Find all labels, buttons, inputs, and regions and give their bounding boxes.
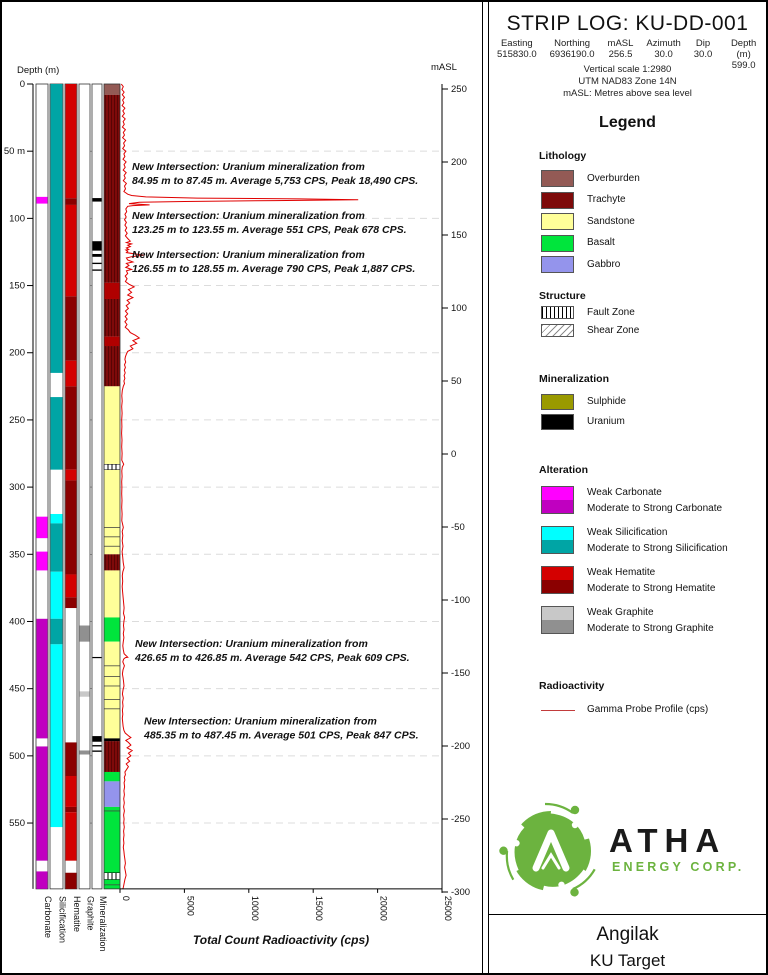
masl-tick-label: -50: [451, 522, 465, 533]
alteration-strong-swatch: [541, 500, 574, 514]
carbonate-column: [36, 84, 48, 889]
intersection-annotations: [132, 161, 419, 741]
info-panel: [488, 2, 766, 973]
alteration-weak-label: Weak Carbonate: [587, 487, 662, 498]
collar-field-label: Depth (m): [730, 38, 757, 60]
alteration-weak-label: Weak Graphite: [587, 607, 654, 618]
cps-tick-label: 5000: [185, 895, 196, 916]
masl-tick-label: 200: [451, 157, 467, 168]
title-block: [489, 914, 766, 973]
mineralization-item-swatch: [541, 414, 574, 430]
lithology-item-swatch: [541, 170, 574, 187]
alteration-weak-label: Weak Hematite: [587, 567, 656, 578]
depth-tick-label: 400: [9, 616, 25, 628]
annotation-line2: 426.65 m to 426.85 m. Average 542 CPS, Peak 609 CPS.: [135, 652, 410, 665]
fault-zone-swatch: [541, 306, 574, 319]
cps-tick-label: 20000: [378, 895, 389, 921]
collar-field-value: 599.0: [731, 60, 756, 71]
depth-tick-label: 550: [9, 818, 25, 830]
alteration-weak-swatch: [541, 526, 574, 540]
annotation-line1: New Intersection: Uranium mineralization from: [132, 160, 365, 173]
collar-field-label: Dip: [695, 38, 711, 49]
alteration-strong-swatch: [541, 540, 574, 554]
panel-divider-line: [482, 2, 483, 973]
lithology-item-label: Sandstone: [587, 215, 635, 227]
annotation-line1: New Intersection: Uranium mineralization from: [135, 638, 368, 651]
cps-axis-title: Total Count Radioactivity (cps): [192, 933, 370, 947]
alteration-strong-label: Moderate to Strong Graphite: [587, 623, 714, 634]
masl-tick-label: -150: [451, 668, 471, 679]
masl-tick-label: 100: [451, 303, 467, 314]
brand-subtitle: ENERGY CORP.: [612, 860, 745, 874]
masl-tick-label: 150: [451, 230, 467, 241]
column-label: Mineralization: [98, 896, 108, 952]
masl-tick-label: 50: [451, 376, 462, 387]
collar-field-value: 6936190.0: [549, 49, 595, 60]
gamma-probe-profile-line: [121, 84, 358, 889]
masl-tick-label: 0: [451, 449, 457, 460]
structure-section-title: Structure: [539, 290, 586, 302]
legend-title: Legend: [599, 114, 656, 131]
lithology-item-swatch: [541, 213, 574, 230]
mineralization-item-label: Uranium: [587, 416, 625, 427]
annotation-line2: 123.25 m to 123.55 m. Average 551 CPS, Peak 678 CPS.: [132, 224, 407, 237]
lithology-item-label: Basalt: [587, 237, 615, 248]
mineralization-item-swatch: [541, 394, 574, 410]
annotation-line1: New Intersection: Uranium mineralization from: [144, 715, 377, 728]
column-label: Hematite: [72, 896, 82, 933]
gamma-profile-legend-line: [541, 710, 575, 711]
masl-axis-title: mASL: [431, 62, 457, 73]
column-label: Graphite: [85, 896, 96, 931]
collar-field-label: mASL: [607, 38, 634, 49]
cps-tick-label: 15000: [314, 895, 325, 921]
depth-tick-label: 500: [9, 750, 25, 762]
collar-field-label: Easting: [500, 38, 533, 49]
lithology-item-swatch: [541, 192, 574, 209]
header-note: mASL: Metres above sea level: [563, 88, 692, 99]
lithology-column: [104, 84, 120, 889]
collar-field-value: 515830.0: [497, 49, 537, 60]
radioactivity-section-title: Radioactivity: [539, 680, 605, 692]
lithology-item-swatch: [541, 235, 574, 252]
masl-tick-label: 250: [451, 84, 467, 95]
atha-logo-mark-icon: [489, 796, 609, 906]
depth-tick-label: 0: [19, 79, 25, 90]
annotation-line1: New Intersection: Uranium mineralization from: [132, 249, 365, 262]
masl-tick-label: -100: [451, 595, 471, 606]
depth-tick-label: 350: [9, 549, 25, 561]
fault-zone-label: Fault Zone: [587, 306, 635, 318]
cps-tick-label: 0: [121, 895, 131, 901]
alteration-section-title: Alteration: [539, 464, 589, 476]
depth-axis-title: Depth (m): [17, 65, 60, 76]
collar-field-value: 30.0: [654, 49, 673, 60]
depth-tick-label: 450: [9, 683, 25, 695]
alteration-weak-label: Weak Silicification: [587, 527, 668, 538]
alteration-weak-swatch: [541, 566, 574, 580]
depth-tick-label: 200: [9, 347, 25, 359]
mineralization-column: [92, 84, 102, 889]
annotation-line1: New Intersection: Uranium mineralization from: [132, 210, 365, 223]
masl-tick-label: -200: [451, 741, 471, 752]
brand-name: ATHA: [609, 822, 727, 859]
collar-field-label: Northing: [554, 38, 591, 49]
lithology-item-swatch: [541, 256, 574, 273]
collar-field-value: 256.5: [608, 49, 633, 60]
lithology-item-label: Overburden: [587, 172, 640, 184]
masl-tick-label: -300: [451, 887, 471, 898]
annotation-line2: 485.35 m to 487.45 m. Average 501 CPS, Peak 847 CPS.: [144, 729, 419, 742]
target-name: KU Target: [589, 951, 666, 970]
lithology-section-title: Lithology: [539, 150, 587, 162]
shear-zone-label: Shear Zone: [587, 324, 640, 336]
silicification-column: [50, 84, 63, 889]
atha-logo: [489, 796, 766, 906]
header-note: Vertical scale 1:2980: [583, 64, 672, 75]
annotation-line2: 126.55 m to 128.55 m. Average 790 CPS, Peak 1,887 CPS.: [132, 263, 416, 276]
alteration-weak-swatch: [541, 486, 574, 500]
masl-tick-label: -250: [451, 814, 471, 825]
hematite-column: [65, 84, 77, 889]
mineralization-item-label: Sulphide: [587, 396, 626, 407]
gamma-profile-legend-label: Gamma Probe Profile (cps): [587, 704, 709, 715]
depth-tick-label: 250: [9, 414, 25, 426]
project-name: Angilak: [596, 924, 659, 945]
lithology-item-label: Gabbro: [587, 258, 621, 270]
alteration-strong-label: Moderate to Strong Silicification: [587, 543, 728, 554]
depth-tick-label: 100: [9, 213, 25, 225]
report-title: STRIP LOG: KU-DD-001: [506, 12, 749, 35]
lithology-item-label: Trachyte: [587, 194, 626, 205]
depth-tick-label: 50 m: [3, 146, 25, 158]
header-notes: [489, 64, 766, 100]
depth-tick-label: 300: [9, 482, 25, 494]
alteration-strong-label: Moderate to Strong Hematite: [587, 583, 716, 594]
alteration-strong-label: Moderate to Strong Carbonate: [587, 503, 723, 514]
column-label: Carbonate: [43, 896, 53, 939]
collar-field-label: Azimuth: [646, 38, 681, 49]
graphite-column: [79, 84, 90, 889]
alteration-strong-swatch: [541, 620, 574, 634]
cps-tick-label: 10000: [249, 895, 260, 921]
column-label: Silicification: [57, 896, 68, 944]
collar-field-value: 30.0: [693, 49, 713, 60]
depth-tick-label: 150: [9, 280, 25, 292]
mineralization-section-title: Mineralization: [539, 373, 610, 385]
strip-log-chart: [2, 2, 484, 973]
shear-zone-swatch: [541, 324, 574, 337]
alteration-strong-swatch: [541, 580, 574, 594]
header-note: UTM NAD83 Zone 14N: [578, 76, 677, 87]
annotation-line2: 84.95 m to 87.45 m. Average 5,753 CPS, Peak 18,490 CPS.: [132, 174, 419, 187]
alteration-weak-swatch: [541, 606, 574, 620]
cps-tick-label: 25000: [443, 895, 453, 921]
